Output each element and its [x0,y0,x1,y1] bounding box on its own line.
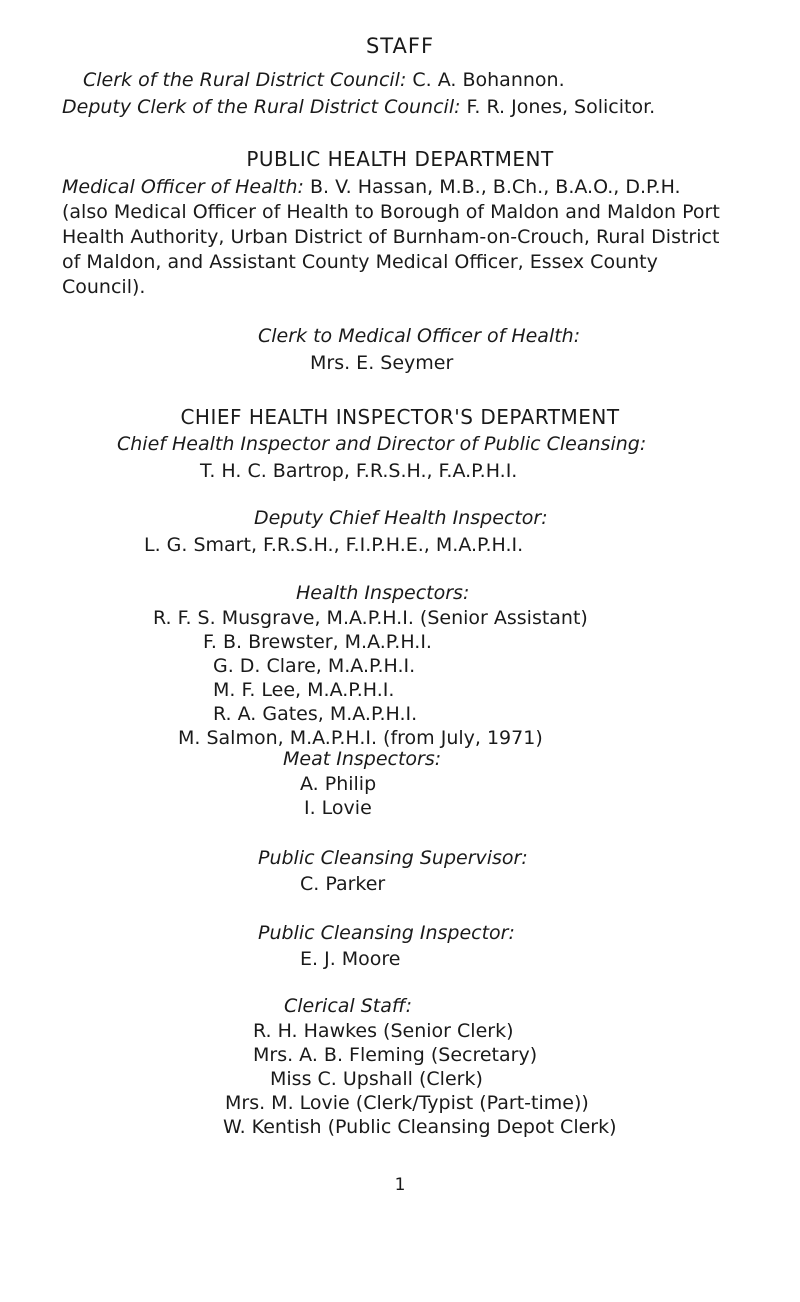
clerk-name: C. A. Bohannon. [412,69,565,91]
clerk-moh-name: Mrs. E. Seymer [310,352,454,374]
deputy-clerk-name: F. R. Jones, Solicitor. [466,96,656,118]
page-number: 1 [394,1175,406,1195]
moh-line: (also Medical Officer of Health to Borough of Maldon and Maldon Port [62,201,720,223]
list-item: W. Kentish (Public Cleansing Depot Clerk) [223,1116,617,1138]
list-item: R. F. S. Musgrave, M.A.P.H.I. (Senior Assistant) [153,607,588,629]
moh-name: B. V. Hassan, M.B., B.Ch., B.A.O., D.P.H. [309,176,681,198]
moh-line: of Maldon, and Assistant County Medical Officer, Essex County [62,251,658,273]
deputy-clerk-line [62,94,655,120]
deputy-inspector-label: Deputy Chief Health Inspector: [254,507,548,529]
meat-inspectors-label: Meat Inspectors: [283,748,442,770]
list-item: I. Lovie [304,797,372,819]
list-item: G. D. Clare, M.A.P.H.I. [213,655,416,677]
moh-line: Health Authority, Urban District of Burnham-on-Crouch, Rural District [62,226,720,248]
cleansing-inspector-name: E. J. Moore [300,948,401,970]
list-item: A. Philip [300,773,377,795]
list-item: F. B. Brewster, M.A.P.H.I. [203,631,432,653]
page-title: STAFF [365,34,435,58]
clerk-label: Clerk of the Rural District Council: [83,69,407,91]
deputy-clerk-label: Deputy Clerk of the Rural District Council: [62,96,461,118]
chief-health-heading: CHIEF HEALTH INSPECTOR'S DEPARTMENT [180,405,620,429]
cleansing-inspector-label: Public Cleansing Inspector: [258,922,515,944]
moh-line: Council). [62,276,146,298]
list-item: Miss C. Upshall (Clerk) [270,1068,483,1090]
chief-inspector-name: T. H. C. Bartrop, F.R.S.H., F.A.P.H.I. [200,460,518,482]
list-item: Mrs. A. B. Fleming (Secretary) [253,1044,538,1066]
health-inspectors-list [153,606,588,750]
list-item: Mrs. M. Lovie (Clerk/Typist (Part-time)) [225,1092,589,1114]
health-inspectors-label: Health Inspectors: [296,582,470,604]
supervisor-label: Public Cleansing Supervisor: [258,847,528,869]
deputy-inspector-name: L. G. Smart, F.R.S.H., F.I.P.H.E., M.A.P.H.I. [144,534,524,556]
clerical-staff-list [223,1019,617,1139]
clerk-moh-label: Clerk to Medical Officer of Health: [258,325,581,347]
supervisor-name: C. Parker [300,873,386,895]
list-item: R. H. Hawkes (Senior Clerk) [253,1020,514,1042]
list-item: M. Salmon, M.A.P.H.I. (from July, 1971) [178,727,543,749]
list-item: R. A. Gates, M.A.P.H.I. [213,703,418,725]
clerk-line [83,67,565,93]
meat-inspectors-list [300,772,376,820]
list-item: M. F. Lee, M.A.P.H.I. [213,679,395,701]
chief-inspector-label: Chief Health Inspector and Director of Public Cleansing: [117,433,647,455]
moh-paragraph [62,175,762,300]
public-health-heading: PUBLIC HEALTH DEPARTMENT [246,147,554,171]
clerical-staff-label: Clerical Staff: [284,995,412,1017]
moh-label: Medical Officer of Health: [62,176,304,198]
